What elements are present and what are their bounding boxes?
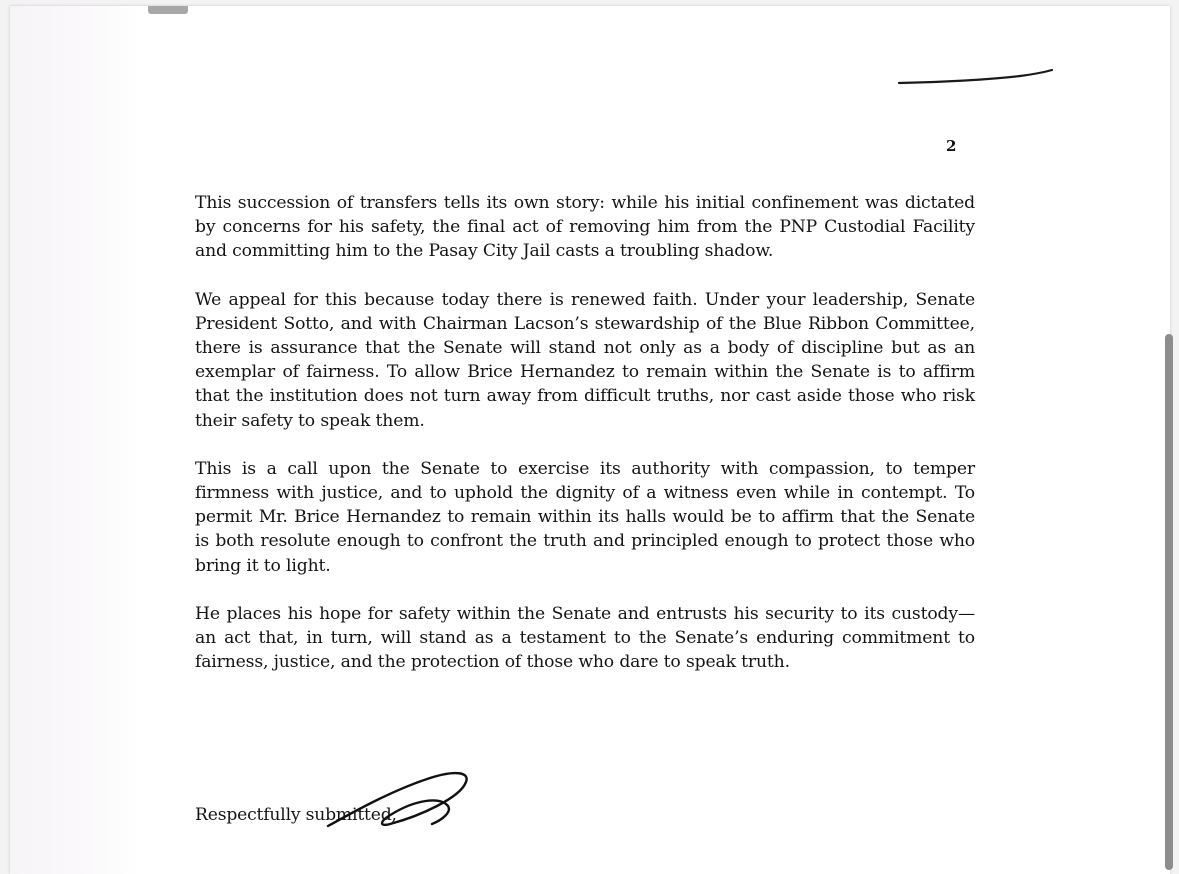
scan-edge-shade	[10, 6, 140, 874]
binder-clip-mark	[148, 6, 188, 14]
letter-body	[195, 191, 975, 698]
scanned-page	[10, 6, 1170, 874]
paragraph: This is a call upon the Senate to exercise its authority with compassion, to temper firmness with justice, and to uphold the dignity of a witness even while in contempt. To permit Mr. Brice Hernandez to remain within its halls would be to affirm that the Senate is both resolute enough to confront the truth and principled enough to protect those who bring it to light.	[195, 458, 975, 576]
page-number: 2	[946, 137, 957, 155]
paragraph: He places his hope for safety within the Senate and entrusts his security to its custody—an act that, in turn, will stand as a testament to the Senate’s enduring commitment to fairness, justice, and the protection of those who dare to speak truth.	[195, 603, 975, 673]
signature-scribble	[320, 766, 480, 836]
handwritten-line-mark	[895, 61, 1055, 91]
vertical-scrollbar[interactable]	[1165, 334, 1173, 870]
paragraph: We appeal for this because today there is renewed faith. Under your leadership, Senate President Sotto, and with Chairman Lacson’s stewardship of the Blue Ribbon Committee, there is assurance that the Senate will stand not only as a body of discipline but as an exemplar of fairness. To allow Brice Hernandez to remain within the Senate is to affirm that the institution does not turn away from difficult truths, nor cast aside those who risk their safety to speak them.	[195, 289, 975, 431]
paragraph: This succession of transfers tells its own story: while his initial confinement was dictated by concerns for his safety, the final act of removing him from the PNP Custodial Facility and committing him to the Pasay City Jail casts a troubling shadow.	[195, 193, 975, 262]
closing-line: Respectfully submitted,	[195, 805, 397, 825]
